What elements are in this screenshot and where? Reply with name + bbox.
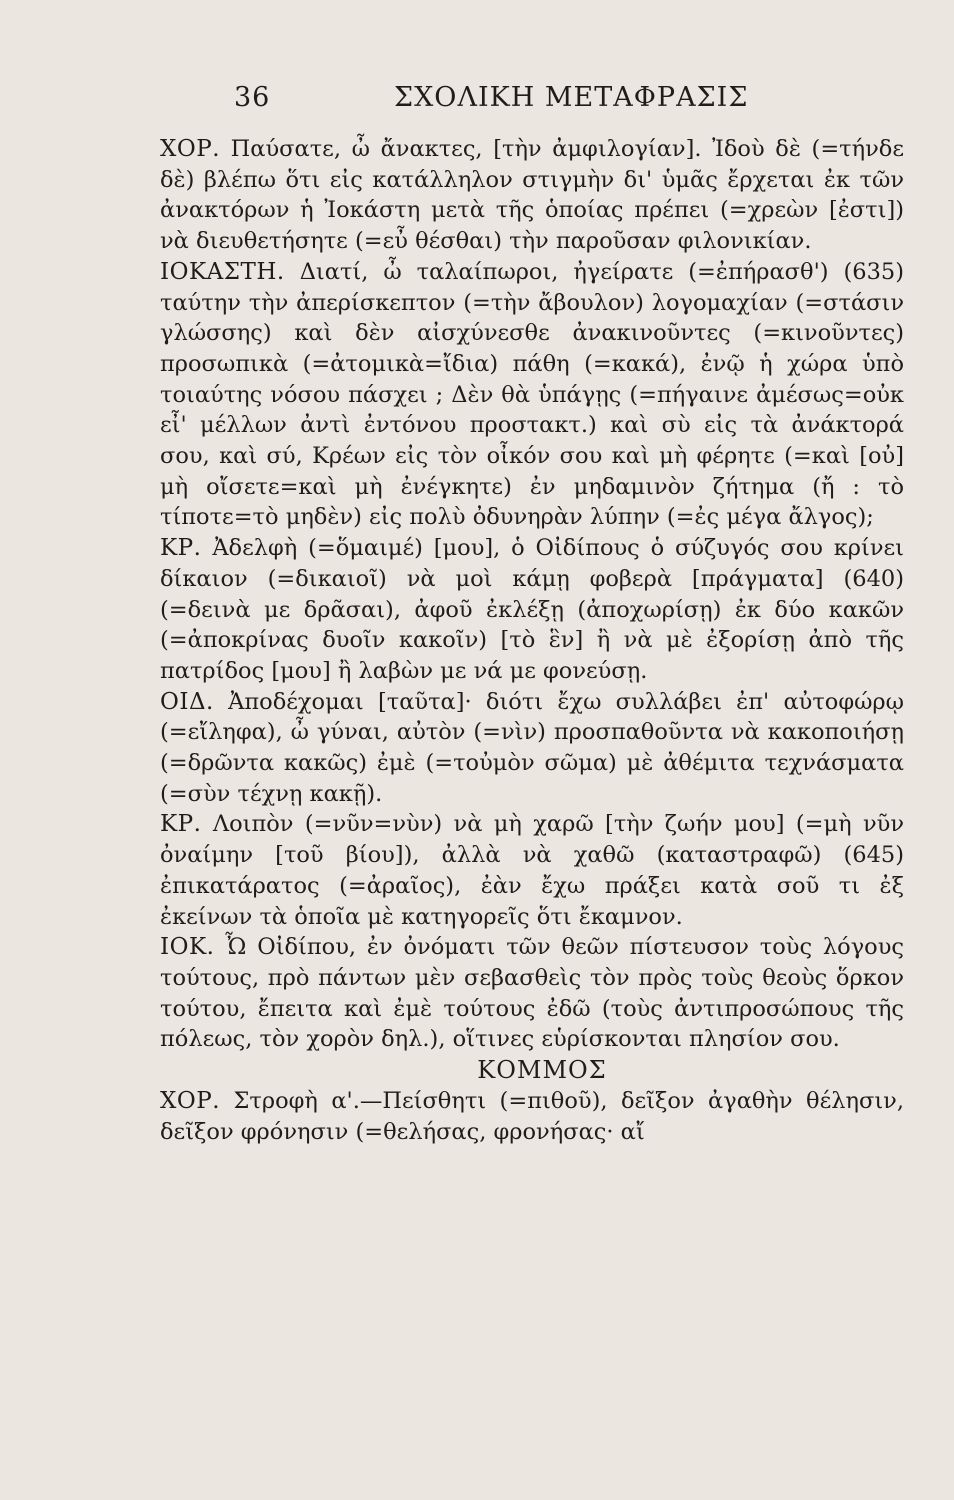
speaker-label: ΚΡ.: [160, 535, 202, 562]
speaker-label: ΧΟΡ.: [160, 136, 221, 162]
paragraph-kreon: [160, 533, 904, 687]
paragraph-text: Διατί, ὦ ταλαίπωροι, ἠγείρατε (=ἐπήρασθ') (635) ταύτην τὴν ἀπερίσκεπτον (=τὴν ἄβουλον) λογομαχίαν (=στάσιν γλώσσης) καὶ δὲν αἰσχύνεσθε ἀνακινοῦντες (=κινοῦντες) προσωπικὰ (=ἀτομικὰ=ἴδια) πάθη (=κακά), ἐνῷ ἡ χώρα ὑπὸ τοιαύτης νόσου πάσχει ; Δὲν θὰ ὑπάγῃς (=πήγαινε ἀμέσως=οὐκ εἶ' μέλλων ἀντὶ ἐντόνου προστακτ.) καὶ σὺ εἰς τὰ ἀνάκτορά σου, καὶ σύ, Κρέων εἰς τὸν οἶκόν σου καὶ μὴ φέρητε (=καὶ [οὐ] μὴ οἴσετε=καὶ μὴ ἐνέγκητε) ἐν μηδαμινὸν ζήτημα (ἤ : τὸ τίποτε=τὸ μηδὲν) εἰς πολὺ ὀδυνηρὰν λύπην (=ἐς μέγα ἄλγος);: [160, 258, 905, 531]
speaker-label: ΚΡ.: [160, 811, 202, 838]
paragraph-text: Ἀποδέχομαι [ταῦτα]· διότι ἔχω συλλάβει ἐπ' αὐτοφώρῳ (=εἴληφα), ὦ γύναι, αὐτὸν (=νὶν) προσπαθοῦντα νὰ κακοποιήσῃ (=δρῶντα κακῶς) ἐμὲ (=τοὐμὸν σῶμα) μὲ ἀθέμιτα τεχνάσματα (=σὺν τέχνῃ κακῇ).: [160, 688, 904, 807]
paragraph-text: Στροφὴ α'.—Πείσθητι (=πιθοῦ), δεῖξον ἀγαθὴν θέλησιν, δεῖξον φρόνησιν (=θελήσας, φρονήσας· αἴ: [160, 1088, 904, 1145]
paragraph-iokasti-2: [160, 932, 904, 1055]
speaker-label: ΟΙΔ.: [160, 688, 214, 715]
speaker-label: ΙΟΚ.: [160, 934, 215, 961]
section-heading: ΚΟΜΜΟΣ: [477, 1056, 607, 1085]
speaker-label: ΙΟΚΑΣΤΗ.: [160, 258, 285, 285]
paragraph-iokasti: [160, 257, 904, 533]
paragraph-oidipous: [160, 687, 904, 810]
paragraph-chorus-strophe: [160, 1086, 904, 1147]
paragraph-text: Λοιπὸν (=νῦν=νὺν) νὰ μὴ χαρῶ [τὴν ζωήν μου] (=μὴ νῦν ὀναίμην [τοῦ βίου]), ἀλλὰ νὰ χαθῶ (καταστραφῶ) (645) ἐπικατάρατος (=ἀραῖος), ἐὰν ἔχω πράξει κατὰ σοῦ τι ἐξ ἐκείνων τὰ ὁποῖα μὲ κατηγορεῖς ὅτι ἔκαμνον.: [160, 811, 904, 930]
paragraph-text: Ὦ Οἰδίπου, ἐν ὀνόματι τῶν θεῶν πίστευσον τοὺς λόγους τούτους, πρὸ πάντων μὲν σεβασθεὶς τὸν πρὸς τοὺς θεοὺς ὅρκον τούτου, ἔπειτα καὶ ἐμὲ τούτους ἐδῶ (τοὺς ἀντιπροσώπους τῆς πόλεως, τὸν χορὸν δηλ.), οἵτινες εὑρίσκονται πλησίον σου.: [160, 934, 904, 1053]
running-head: [160, 72, 904, 112]
running-title: ΣΧΟΛΙΚΗ ΜΕΤΑΦΡΑΣΙΣ: [394, 82, 749, 113]
paragraph-text: Ἀδελφὴ (=ὅμαιμέ) [μου], ὁ Οἰδίπους ὁ σύζυγός σου κρίνει δίκαιον (=δικαιοῖ) νὰ μοὶ κάμῃ φοβερὰ [πράγματα] (640) (=δεινὰ με δρᾶσαι), ἀφοῦ ἐκλέξῃ (ἀποχωρίσῃ) ἐκ δύο κακῶν (=ἀποκρίνας δυοῖν κακοῖν) [τὸ ἓν] ἢ νὰ μὲ ἐξορίσῃ ἀπὸ τῆς πατρίδος [μου] ἢ λαβὼν με νά με φονεύσῃ.: [160, 535, 904, 684]
paragraph-chorus: [160, 134, 904, 257]
paragraph-kreon-2: [160, 809, 904, 932]
paragraph-text: Παύσατε, ὦ ἄνακτες, [τὴν ἀμφιλογίαν]. Ἰδοὺ δὲ (=τήνδε δὲ) βλέπω ὅτι εἰς κατάλληλον στιγμὴν δι' ὑμᾶς ἔρχεται ἐκ τῶν ἀνακτόρων ἡ Ἰοκάστη μετὰ τῆς ὁποίας πρέπει (=χρεὼν [ἐστι]) νὰ διευθετήσητε (=εὖ θέσθαι) τὴν παροῦσαν φιλονικίαν.: [160, 136, 904, 255]
page-number: 36: [234, 82, 271, 113]
speaker-label: ΧΟΡ.: [160, 1088, 221, 1115]
